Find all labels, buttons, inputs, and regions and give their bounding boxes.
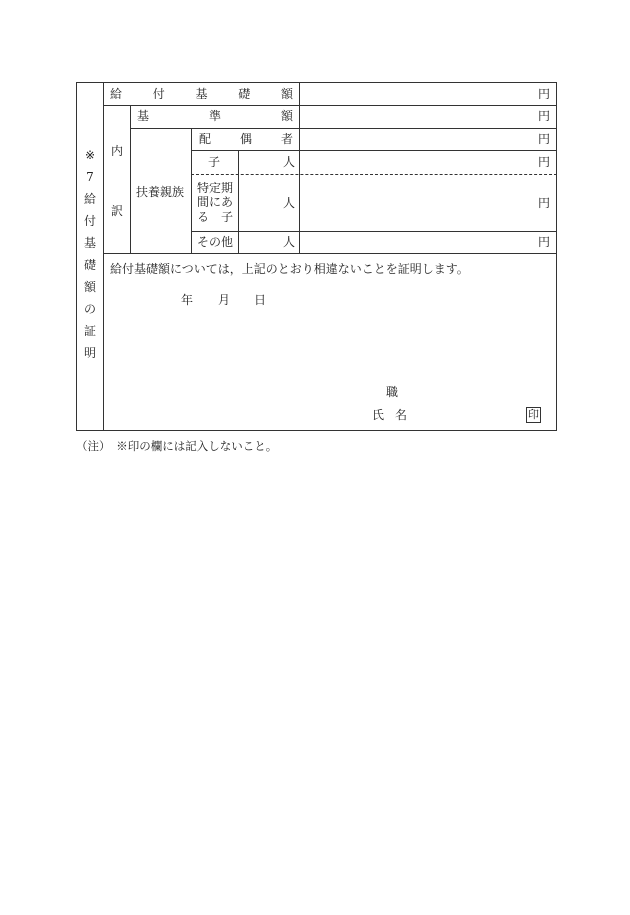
tokutei-label-line3: る 子 (197, 210, 234, 224)
certificate-table (76, 82, 557, 431)
rule-value-column (299, 82, 300, 253)
sonota-count-unit: 人 (283, 235, 296, 249)
rule-row5 (191, 231, 557, 232)
date-day: 日 (254, 293, 267, 307)
rule-uchiwake-column (130, 105, 131, 253)
side-label: ※ 7 給 付 基 礎 額 の 証 明 (83, 148, 96, 360)
tokutei-count-unit: 人 (283, 196, 296, 210)
seal-mark: 印 (528, 408, 539, 421)
rule-row2 (130, 128, 557, 129)
certification-statement: 給付基礎額については，上記のとおり相違ないことを証明します。 (110, 262, 469, 276)
footnote: （注） ※印の欄には記入しないこと。 (76, 439, 278, 453)
tokutei-label-line1: 特定期 (197, 181, 234, 195)
kijun-label: 基 準 額 (137, 109, 293, 123)
date-year: 年 (181, 293, 194, 307)
position-label: 職 (386, 385, 399, 399)
rule-row3 (191, 150, 557, 151)
ko-unit: 円 (538, 155, 551, 169)
uchiwake-label: 内 訳 (110, 144, 123, 218)
rule-table-bottom (103, 253, 557, 254)
rule-row1 (103, 105, 557, 106)
ko-count-unit: 人 (283, 155, 296, 169)
tokutei-unit: 円 (538, 196, 551, 210)
date-month: 月 (218, 293, 231, 307)
rule-row4-dashed (191, 174, 557, 175)
haigusha-label: 配 偶 者 (199, 132, 293, 146)
fuyou-shinzoku-label: 扶養親族 (136, 185, 185, 199)
name-label: 氏 名 (372, 408, 407, 422)
rule-fuyou-column (191, 128, 192, 253)
kyufu-kiso-unit: 円 (538, 87, 551, 101)
kyufu-kiso-label: 給 付 基 礎 額 (110, 87, 293, 101)
sonota-unit: 円 (538, 235, 551, 249)
rule-count-column (238, 150, 239, 253)
kijun-unit: 円 (538, 109, 551, 123)
tokutei-label-line2: 間にあ (197, 195, 234, 209)
sonota-label: その他 (197, 235, 234, 249)
ko-label: 子 (208, 155, 221, 169)
rule-side-column (103, 82, 104, 431)
haigusha-unit: 円 (538, 132, 551, 146)
